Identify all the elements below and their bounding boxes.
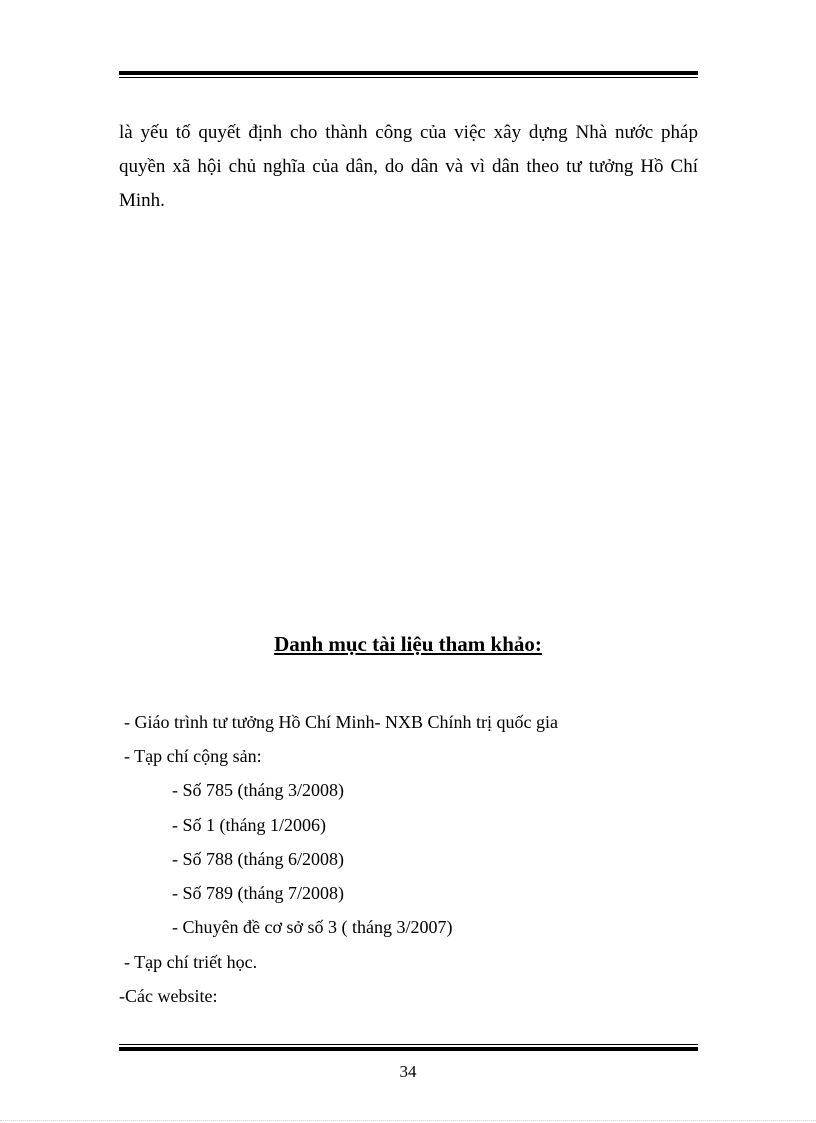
reference-subitem: - Số 788 (tháng 6/2008) [172, 849, 344, 869]
reference-subitem: - Số 789 (tháng 7/2008) [172, 883, 344, 903]
references-title: Danh mục tài liệu tham khảo: [274, 632, 542, 656]
reference-subitem: - Số 785 (tháng 3/2008) [172, 780, 344, 800]
reference-item: - Tạp chí triết học. [124, 952, 258, 972]
reference-subitem: - Chuyên đề cơ sở số 3 ( tháng 3/2007) [172, 917, 453, 937]
reference-subitem: - Số 1 (tháng 1/2006) [172, 815, 326, 835]
header-rule [119, 71, 698, 78]
reference-item: - Giáo trình tư tưởng Hồ Chí Minh- NXB Chính trị quốc gia [124, 712, 559, 732]
page-edge-divider [0, 1120, 816, 1121]
reference-item: - Tạp chí cộng sản: [124, 746, 262, 766]
page-number: 34 [399, 1062, 417, 1081]
body-paragraph: là yếu tố quyết định cho thành công của việc xây dựng Nhà nước pháp quyền xã hội chủ nghĩa của dân, do dân và vì dân theo tư tưởng Hồ Chí Minh. [119, 122, 698, 211]
footer-rule [119, 1044, 698, 1051]
reference-item: -Các website: [119, 986, 218, 1006]
